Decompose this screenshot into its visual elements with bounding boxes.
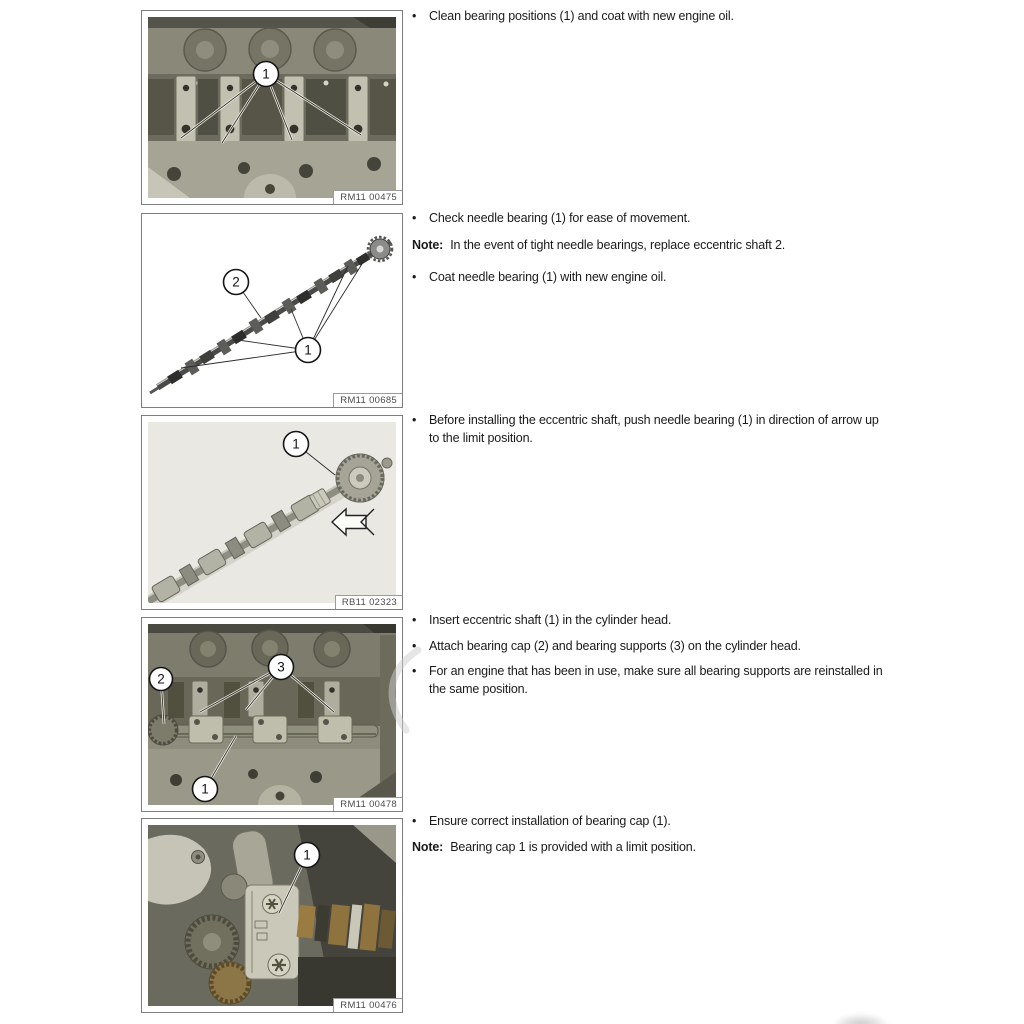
instruction-block-3	[411, 412, 891, 455]
bullet-item	[411, 412, 891, 447]
callout-label: 3	[277, 659, 285, 675]
note-label: Note:	[412, 839, 444, 854]
figure-panel-4	[141, 617, 403, 812]
instruction-text: Insert eccentric shaft (1) in the cylinder head.	[429, 613, 672, 627]
callout-label: 2	[157, 671, 165, 687]
figure-panel-3	[141, 415, 403, 610]
callout-label: 2	[232, 274, 240, 290]
note-text: Bearing cap 1 is provided with a limit position.	[450, 839, 696, 854]
instruction-text: Attach bearing cap (2) and bearing supports (3) on the cylinder head.	[429, 638, 801, 653]
instruction-text: Ensure correct installation of bearing cap (1).	[429, 814, 671, 828]
bullet-item	[411, 813, 891, 831]
bullet-item	[411, 8, 891, 26]
figure-panel-5	[141, 818, 403, 1013]
note-item	[411, 237, 891, 255]
bullet-marker: •	[412, 664, 417, 678]
shaft-gear	[368, 237, 392, 261]
instruction-block-2	[411, 210, 891, 295]
callout-1	[193, 777, 218, 802]
callout-label: 1	[201, 781, 209, 797]
callout-2	[224, 270, 249, 295]
shaft-needle-bearing-illustration	[148, 422, 396, 603]
figure-code-label: RM11 00476	[333, 998, 402, 1012]
shaft-gear	[336, 454, 384, 502]
callout-1	[284, 432, 309, 457]
cylinder-head-shaft-installed-illustration	[148, 624, 396, 805]
callout-2	[150, 668, 173, 691]
instruction-text: Coat needle bearing (1) with new engine oil.	[429, 270, 667, 284]
instruction-text: Clean bearing positions (1) and coat with new engine oil.	[429, 9, 734, 23]
bullet-marker: •	[412, 9, 417, 23]
bullet-item	[411, 269, 891, 287]
figure-code-label: RM11 00475	[333, 190, 402, 204]
note-item	[411, 839, 891, 857]
instruction-text: Check needle bearing (1) for ease of movement.	[429, 211, 691, 225]
bullet-marker: •	[412, 413, 417, 427]
bullet-item	[411, 612, 891, 630]
bearing-caps	[189, 716, 352, 743]
bullet-item	[411, 663, 891, 698]
figure-code-label: RM11 00478	[333, 797, 402, 811]
callout-3	[269, 655, 294, 680]
note-text: In the event of tight needle bearings, replace eccentric shaft 2.	[450, 237, 786, 252]
eccentric-shaft-illustration	[148, 220, 396, 401]
bearing-cap-closeup-illustration	[148, 825, 396, 1006]
figure-panel-1	[141, 10, 403, 205]
note-label: Note:	[412, 237, 444, 252]
bullet-item	[411, 638, 891, 656]
callout-label: 1	[304, 342, 312, 358]
bullet-marker: •	[412, 270, 417, 284]
page-edge-artifact	[828, 1012, 894, 1024]
instruction-text: For an engine that has been in use, make sure all bearing supports are reinstalled in the same position.	[429, 664, 883, 696]
callout-label: 1	[262, 66, 270, 82]
callout-label: 1	[303, 847, 311, 863]
cylinder-head-top-view-illustration	[148, 17, 396, 198]
instruction-block-1	[411, 8, 891, 34]
bullet-marker: •	[412, 638, 417, 653]
callout-1	[296, 338, 321, 363]
callout-1	[295, 843, 320, 868]
bullet-marker: •	[412, 814, 417, 828]
instruction-text: Before installing the eccentric shaft, push needle bearing (1) in direction of arrow up to the limit position.	[429, 413, 879, 445]
bullet-item	[411, 210, 891, 228]
figure-code-label: RM11 00685	[333, 393, 402, 407]
callout-label: 1	[292, 436, 300, 452]
figure-code-label: RB11 02323	[335, 595, 402, 609]
bullet-marker: •	[412, 613, 417, 627]
figure-panel-2	[141, 213, 403, 408]
bullet-marker: •	[412, 211, 417, 225]
callout-1	[254, 62, 279, 87]
instruction-block-5	[411, 813, 891, 856]
instruction-block-4	[411, 612, 891, 706]
